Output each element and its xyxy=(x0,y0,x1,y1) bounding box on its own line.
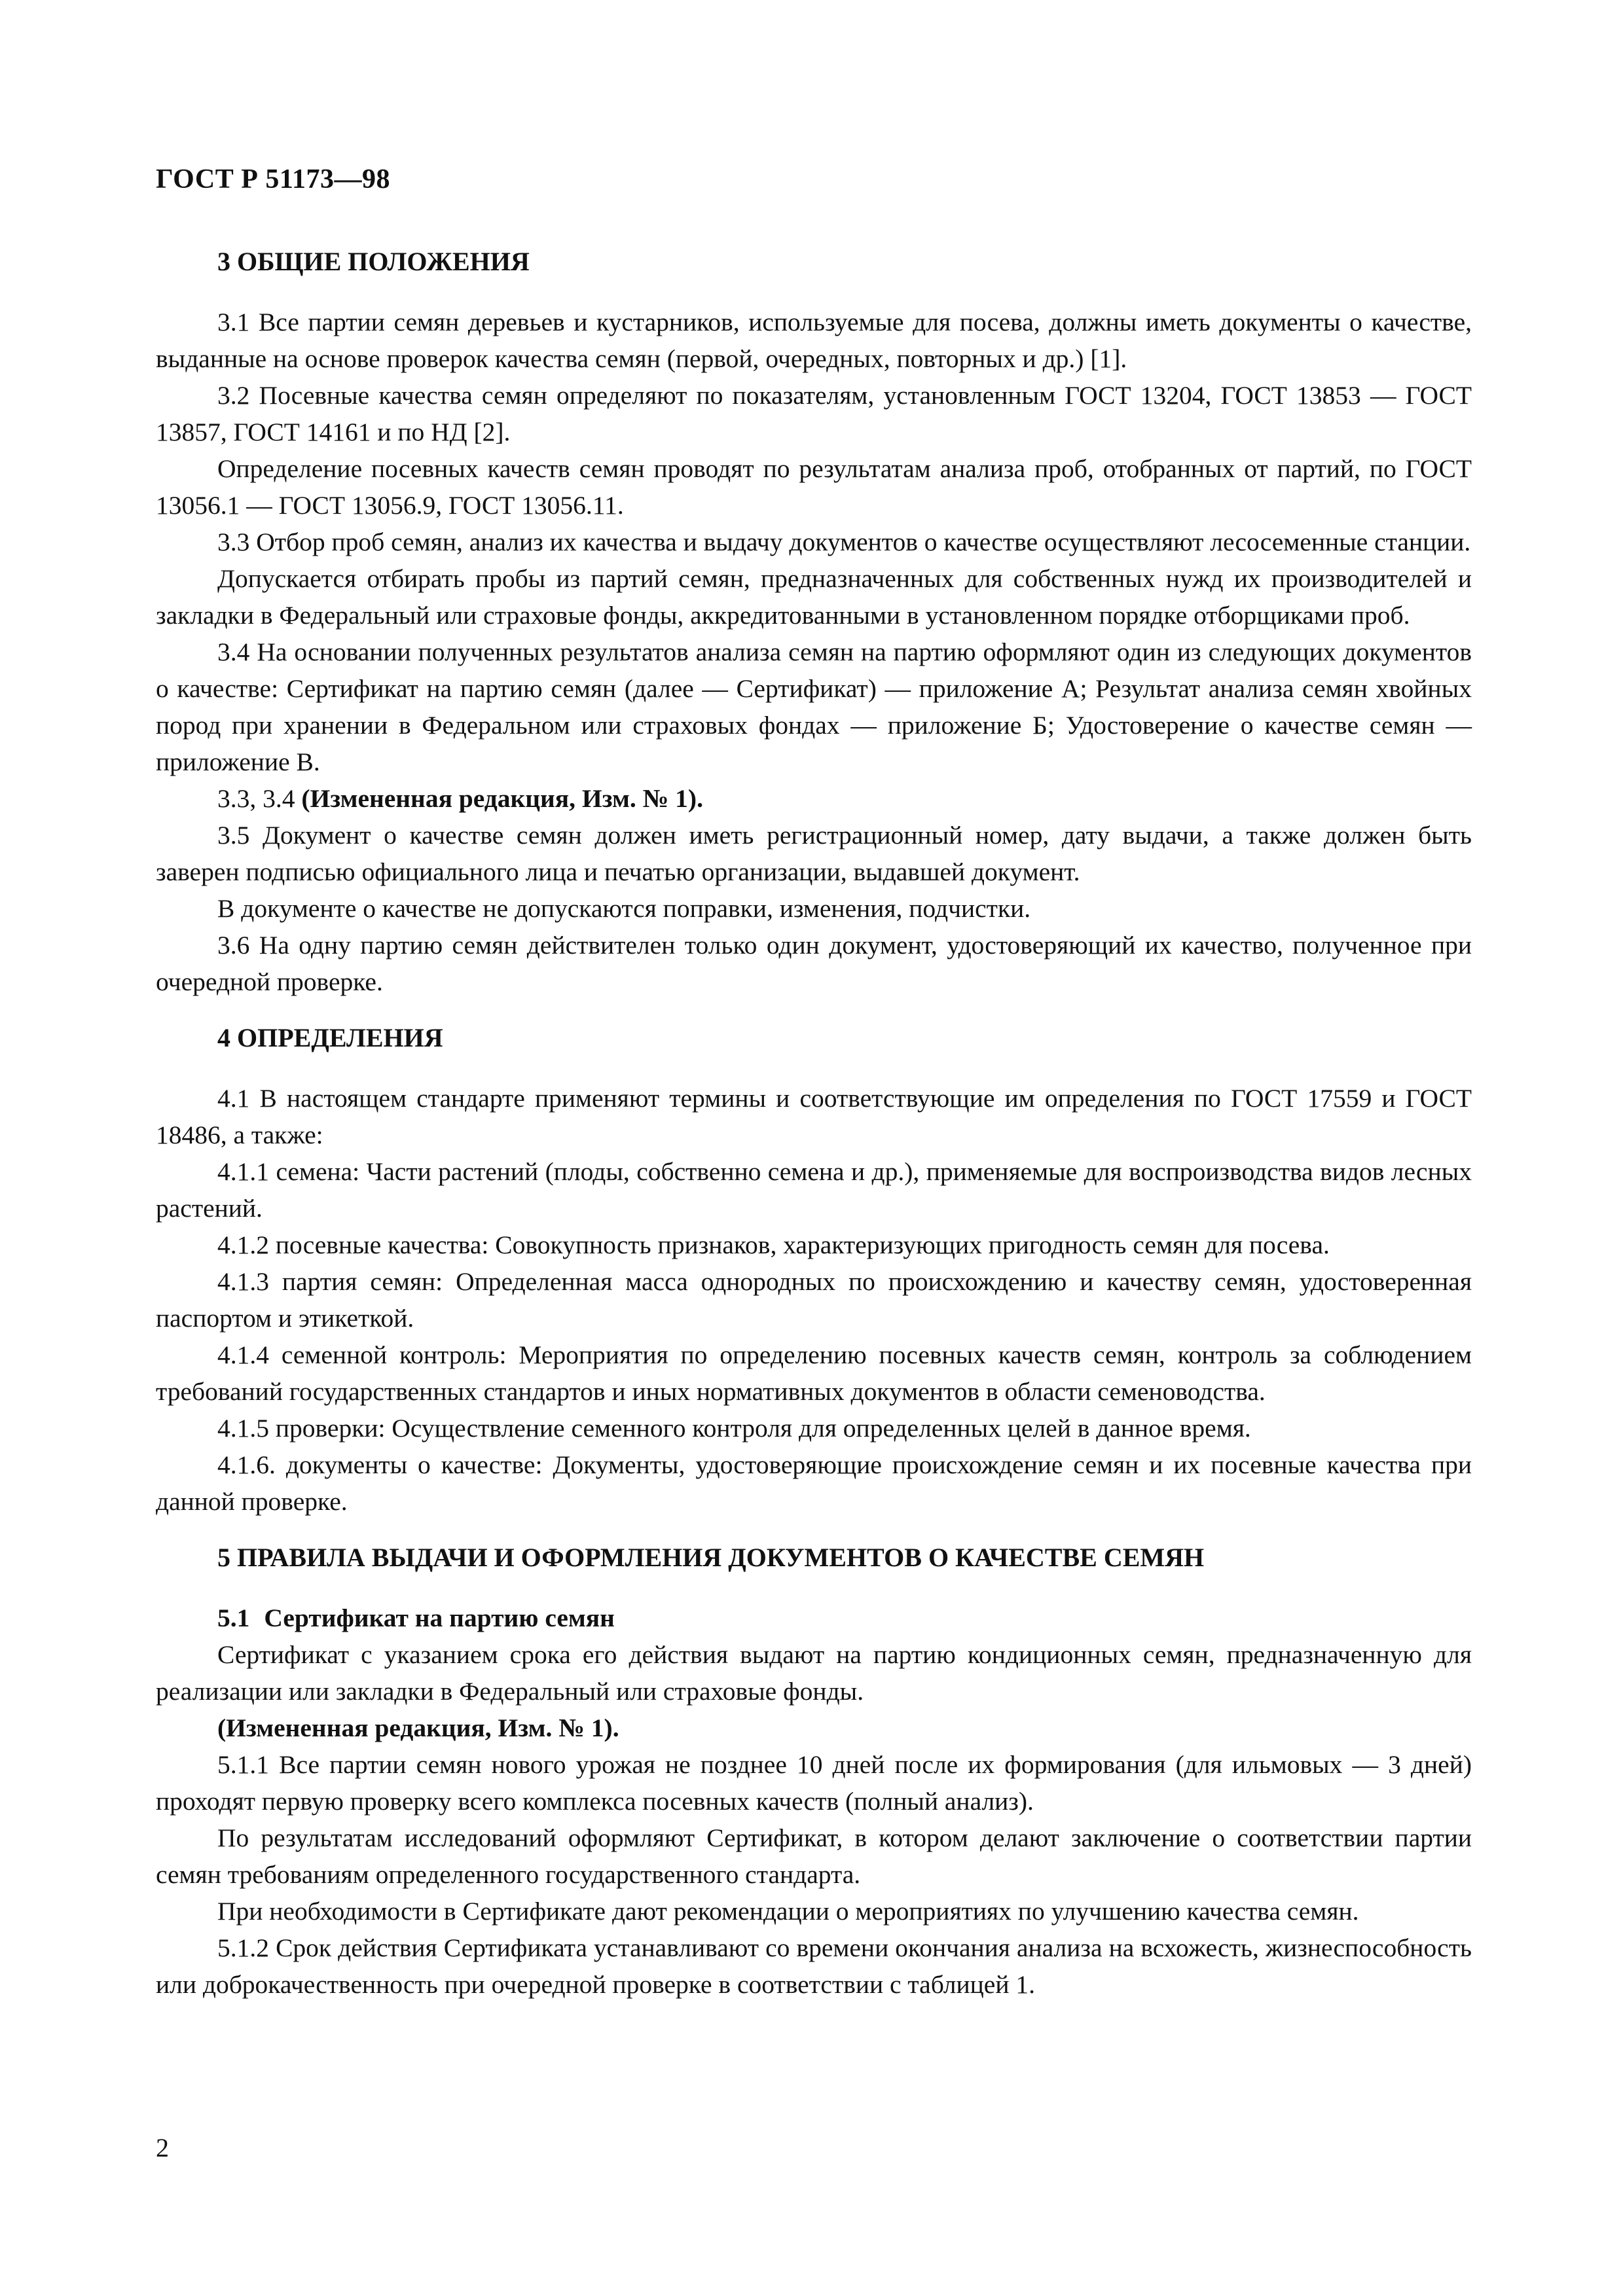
document-header: ГОСТ Р 51173—98 xyxy=(156,164,391,194)
paragraph: 3.2 Посевные качества семян определяют по показателям, установленным ГОСТ 13204, ГОСТ 13853 — ГОСТ 13857, ГОСТ 14161 и по НД [2]. xyxy=(156,381,1472,446)
paragraph: 4.1.4 семенной контроль: Мероприятия по определению посевных качеств семян, контроль за соблюдением требований государственных стандартов и иных нормативных документов в области семеноводства. xyxy=(156,1340,1472,1406)
paragraph: 4.1.6. документы о качестве: Документы, удостоверяющие происхождение семян и их посевные качества при данной проверке. xyxy=(156,1450,1472,1516)
document-body xyxy=(156,243,1472,2003)
paragraph: 3.1 Все партии семян деревьев и кустарников, используемые для посева, должны иметь документы о качестве, выданные на основе проверок качества семян (первой, очередных, повторных и др.) [1]. xyxy=(156,308,1472,373)
section-heading-4: 4 ОПРЕДЕЛЕНИЯ xyxy=(217,1023,443,1052)
paragraph: 4.1.3 партия семян: Определенная масса однородных по происхождению и качеству семян, удостоверенная паспортом и этикеткой. xyxy=(156,1267,1472,1333)
paragraph: 3.3 Отбор проб семян, анализ их качества и выдачу документов о качестве осуществляют лесосеменные станции. xyxy=(217,528,1471,556)
page-number: 2 xyxy=(156,2133,169,2162)
amendment-note-prefix: 3.3, 3.4 xyxy=(217,784,302,813)
paragraph: 3.6 На одну партию семян действителен только один документ, удостоверяющий их качество, полученное при очередной проверке. xyxy=(156,931,1472,996)
paragraph: Определение посевных качеств семян проводят по результатам анализа проб, отобранных от партий, по ГОСТ 13056.1 — ГОСТ 13056.9, ГОСТ 13056.11. xyxy=(156,454,1472,520)
amendment-note-text: (Измененная редакция, Изм. № 1). xyxy=(217,1713,619,1742)
amendment-note xyxy=(156,1710,1472,1746)
paragraph: При необходимости в Сертификате дают рекомендации о мероприятиях по улучшению качества семян. xyxy=(217,1897,1359,1926)
paragraph: В документе о качестве не допускаются поправки, изменения, подчистки. xyxy=(217,894,1031,923)
subsection-number: 5.1 xyxy=(217,1604,250,1632)
paragraph: Сертификат с указанием срока его действия выдают на партию кондиционных семян, предназначенную для реализации или закладки в Федеральный или страховые фонды. xyxy=(156,1640,1472,1706)
paragraph: 3.4 На основании полученных результатов анализа семян на партию оформляют один из следующих документов о качестве: Сертификат на партию семян (далее — Сертификат) — приложение А; Результат анализа семян хвойных пород при хранении в Федеральном или страховых фондах — приложение Б; Удостоверение о качестве семян — приложение В. xyxy=(156,637,1472,776)
amendment-note-text: (Измененная редакция, Изм. № 1). xyxy=(301,784,703,813)
paragraph: 4.1.2 посевные качества: Совокупность признаков, характеризующих пригодность семян для посева. xyxy=(217,1230,1330,1259)
section-heading-3: 3 ОБЩИЕ ПОЛОЖЕНИЯ xyxy=(217,247,530,276)
paragraph: 4.1.5 проверки: Осуществление семенного контроля для определенных целей в данное время. xyxy=(217,1414,1251,1443)
paragraph: Допускается отбирать пробы из партий семян, предназначенных для собственных нужд их производителей и закладки в Федеральный или страховые фонды, аккредитованными в установленном порядке отборщиками проб. xyxy=(156,564,1472,630)
section-heading-5: 5 ПРАВИЛА ВЫДАЧИ И ОФОРМЛЕНИЯ ДОКУМЕНТОВ О КАЧЕСТВЕ СЕМЯН xyxy=(217,1543,1205,1572)
paragraph: По результатам исследований оформляют Сертификат, в котором делают заключение о соответствии партии семян требованиям определенного государственного стандарта. xyxy=(156,1823,1472,1889)
subsection-heading-5-1 xyxy=(156,1600,1472,1636)
paragraph: 3.5 Документ о качестве семян должен иметь регистрационный номер, дату выдачи, а также должен быть заверен подписью официального лица и печатью организации, выдавшей документ. xyxy=(156,821,1472,886)
amendment-note xyxy=(156,780,1472,817)
subsection-title: Сертификат на партию семян xyxy=(264,1604,615,1632)
paragraph: 4.1.1 семена: Части растений (плоды, собственно семена и др.), применяемые для воспроизводства видов лесных растений. xyxy=(156,1157,1472,1223)
paragraph: 4.1 В настоящем стандарте применяют термины и соответствующие им определения по ГОСТ 17559 и ГОСТ 18486, а также: xyxy=(156,1084,1472,1149)
paragraph: 5.1.1 Все партии семян нового урожая не позднее 10 дней после их формирования (для ильмовых — 3 дней) проходят первую проверку всего комплекса посевных качеств (полный анализ). xyxy=(156,1750,1472,1816)
paragraph: 5.1.2 Срок действия Сертификата устанавливают со времени окончания анализа на всхожесть, жизнеспособность или доброкачественность при очередной проверке в соответствии с таблицей 1. xyxy=(156,1933,1472,1999)
